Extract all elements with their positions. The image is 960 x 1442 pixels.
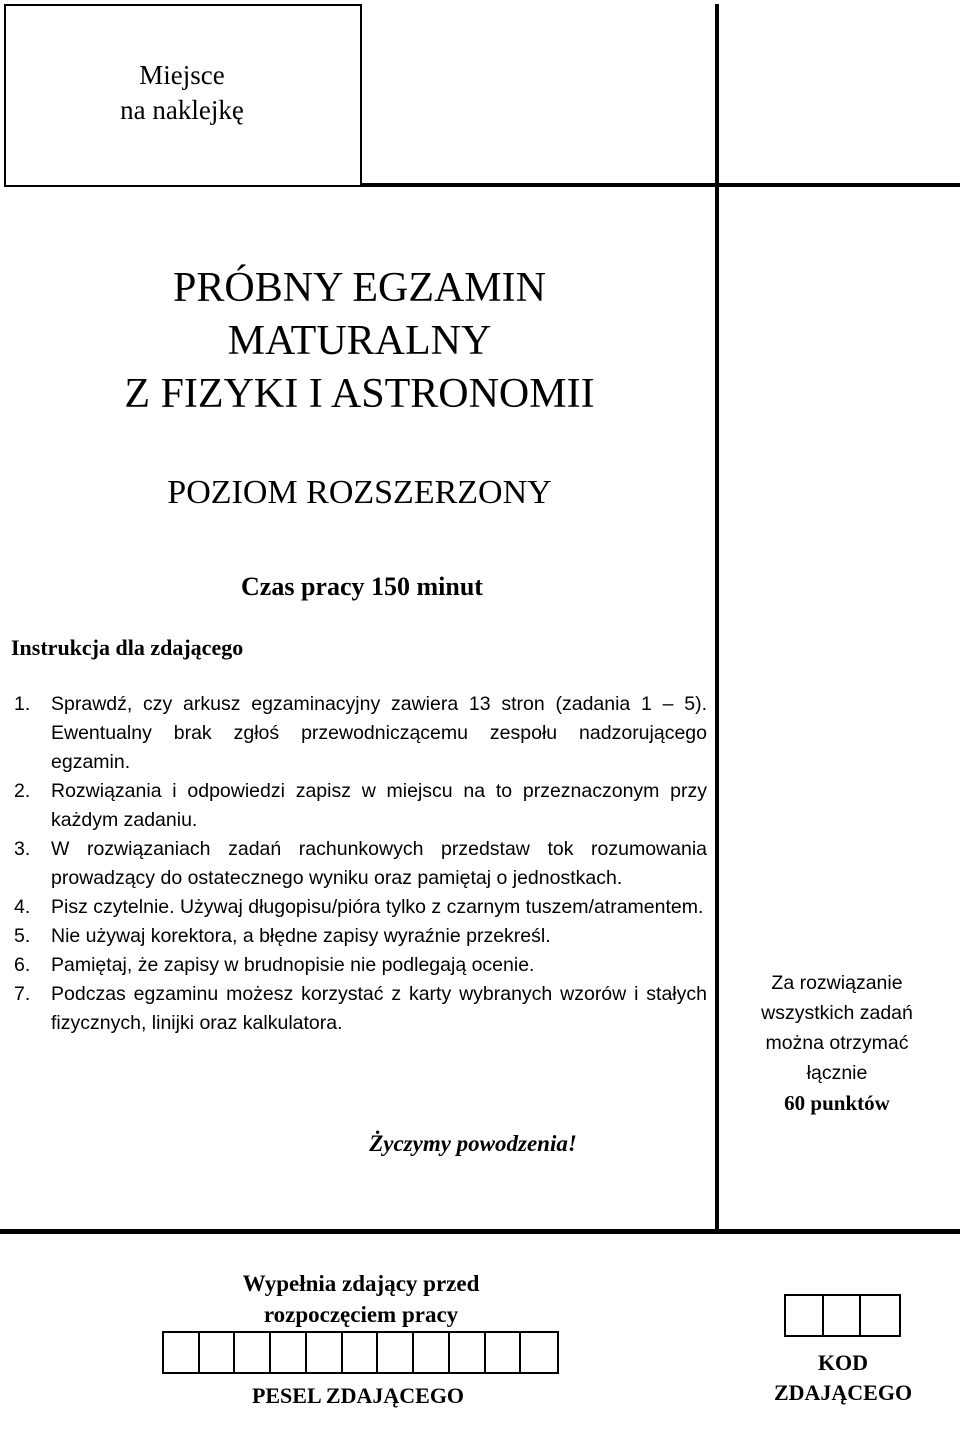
instructions-heading: Instrukcja dla zdającego	[11, 635, 244, 660]
fill-note-line1: Wypełnia zdający przed	[242, 1271, 480, 1296]
instruction-number: 1.	[14, 693, 31, 715]
good-luck-message: Życzymy powodzenia!	[369, 1131, 577, 1156]
points-line2: wszystkich zadań	[761, 1002, 913, 1024]
pesel-label: PESEL ZDAJĄCEGO	[251, 1383, 465, 1408]
instruction-text: Rozwiązania i odpowiedzi zapisz w miejscu na to przeznaczonym przy każdym zadaniu.	[51, 780, 707, 831]
top-divider	[360, 183, 960, 187]
vertical-divider	[715, 4, 719, 1234]
instruction-text: Nie używaj korektora, a błędne zapisy wyraźnie przekreśl.	[51, 925, 551, 947]
pesel-cell[interactable]	[164, 1333, 200, 1372]
instruction-item	[14, 835, 707, 893]
exam-duration: Czas pracy 150 minut	[241, 572, 483, 601]
instruction-number: 3.	[14, 838, 31, 860]
instruction-item	[14, 951, 707, 980]
instruction-number: 7.	[14, 983, 31, 1005]
exam-title-line2: MATURALNY	[227, 318, 492, 364]
instruction-item	[14, 777, 707, 835]
pesel-cell[interactable]	[235, 1333, 271, 1372]
pesel-cell[interactable]	[486, 1333, 522, 1372]
sticker-label-line2: na naklejkę	[120, 95, 244, 125]
instruction-item	[14, 690, 707, 777]
pesel-cell[interactable]	[200, 1333, 236, 1372]
instruction-item	[14, 922, 707, 951]
pesel-cell[interactable]	[414, 1333, 450, 1372]
instruction-number: 4.	[14, 896, 31, 918]
pesel-grid	[162, 1331, 559, 1374]
pesel-cell[interactable]	[521, 1333, 557, 1372]
points-line4: łącznie	[806, 1062, 868, 1084]
instruction-number: 6.	[14, 954, 31, 976]
code-label-line2: ZDAJĄCEGO	[773, 1380, 913, 1405]
code-cell[interactable]	[861, 1296, 899, 1335]
instruction-text: Podczas egzaminu możesz korzystać z karty wybranych wzorów i stałych fizycznych, linijki oraz kalkulatora.	[51, 983, 707, 1034]
code-label	[738, 1348, 948, 1408]
instruction-text: Pamiętaj, że zapisy w brudnopisie nie podlegają ocenie.	[51, 954, 535, 976]
bottom-divider	[0, 1229, 960, 1234]
pesel-cell[interactable]	[343, 1333, 379, 1372]
sticker-label-line1: Miejsce	[139, 60, 225, 90]
exam-title-line1: PRÓBNY EGZAMIN	[173, 265, 546, 311]
points-info	[722, 968, 952, 1118]
pesel-cell[interactable]	[307, 1333, 343, 1372]
exam-title-line3: Z FIZYKI I ASTRONOMII	[124, 371, 595, 417]
pesel-cell[interactable]	[450, 1333, 486, 1372]
instruction-text: Sprawdź, czy arkusz egzaminacyjny zawiera 13 stron (zadania 1 – 5). Ewentualny brak zgłoś przewodniczącemu zespołu nadzorującego egzamin.	[51, 693, 707, 773]
instruction-text: W rozwiązaniach zadań rachunkowych przedstaw tok rozumowania prowadzący do ostatecznego wyniku oraz pamiętaj o jednostkach.	[51, 838, 707, 889]
instruction-item	[14, 893, 707, 922]
sticker-label	[4, 58, 360, 128]
code-label-line1: KOD	[817, 1350, 869, 1375]
code-cell[interactable]	[824, 1296, 862, 1335]
instruction-item	[14, 980, 707, 1038]
exam-title	[0, 262, 719, 421]
pesel-cell[interactable]	[271, 1333, 307, 1372]
exam-level: POZIOM ROZSZERZONY	[167, 474, 552, 511]
code-grid	[784, 1294, 901, 1337]
pesel-cell[interactable]	[378, 1333, 414, 1372]
points-line3: można otrzymać	[765, 1032, 909, 1054]
fill-note-line2: rozpoczęciem pracy	[263, 1302, 459, 1327]
points-total: 60 punktów	[784, 1091, 890, 1115]
fill-note	[196, 1268, 526, 1330]
instruction-number: 5.	[14, 925, 31, 947]
instruction-number: 2.	[14, 780, 31, 802]
instructions-list	[14, 690, 707, 1038]
instruction-text: Pisz czytelnie. Używaj długopisu/pióra tylko z czarnym tuszem/atramentem.	[51, 896, 704, 918]
code-cell[interactable]	[786, 1296, 824, 1335]
points-line1: Za rozwiązanie	[771, 972, 903, 994]
